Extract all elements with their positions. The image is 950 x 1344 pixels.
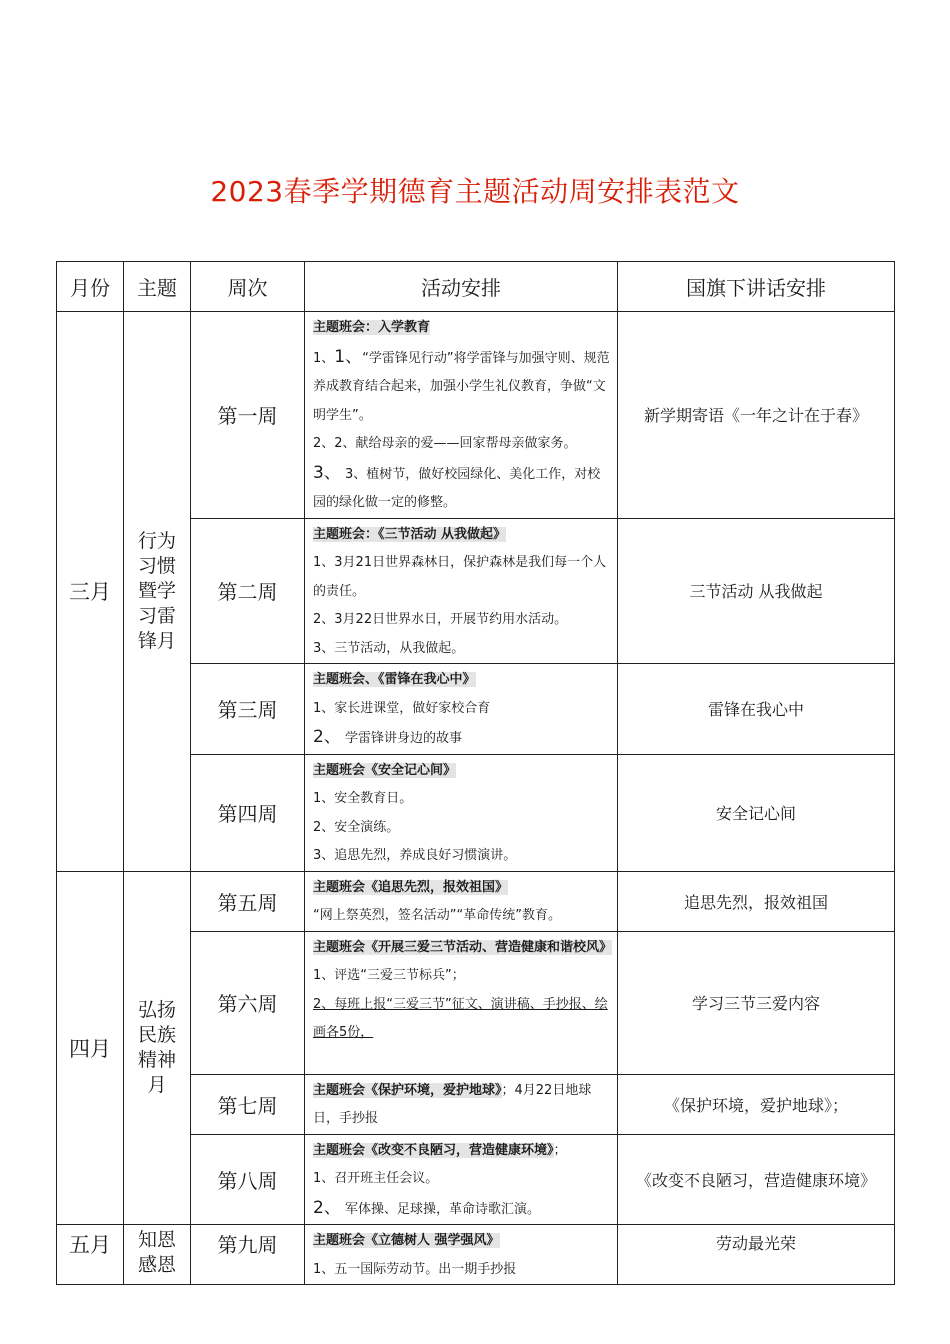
activity-heading: 主题班会《安全记心间》 <box>313 762 457 778</box>
week-cell: 第九周 <box>191 1225 305 1285</box>
activity-heading: 主题班会《保护环境，爱护地球》 <box>313 1082 502 1098</box>
activity-line: 2、 <box>313 727 341 747</box>
activity-line: 2、3月22日世界水日，开展节约用水活动。 <box>313 612 568 627</box>
activity-line: ； <box>553 1142 567 1158</box>
activity-line: 1、五一国际劳动节。出一期手抄报 <box>313 1261 517 1277</box>
week-cell: 第四周 <box>191 754 305 871</box>
page-title: 2023春季学期德育主题活动周安排表范文 <box>210 175 740 208</box>
activity-line: “学雷锋见行动”将学雷锋与加强守则、规范养成教育结合起来，加强小学生礼仪教育，争做“文明学生”。 <box>313 350 610 423</box>
week-cell: 第三周 <box>191 664 305 755</box>
header-week: 周次 <box>191 262 305 312</box>
header-speech: 国旗下讲话安排 <box>618 262 895 312</box>
activity-heading: 主题班会《追思先烈，报效祖国》 <box>313 879 509 895</box>
activity-cell <box>305 1074 618 1134</box>
speech-cell: 《保护环境，爱护地球》； <box>618 1074 895 1134</box>
activity-line: 3、植树节，做好校园绿化、美化工作，对校园的绿化做一定的修整。 <box>313 466 601 510</box>
month-cell: 五月 <box>57 1225 124 1285</box>
header-theme: 主题 <box>124 262 191 312</box>
activity-cell <box>305 312 618 519</box>
activity-line: 1、 <box>313 350 335 366</box>
activity-line: 学雷锋讲身边的故事 <box>340 731 462 746</box>
table-row <box>57 871 895 931</box>
activity-line: 2、每班上报“三爱三节”征文、演讲稿、手抄报、绘画各5份， <box>313 996 608 1040</box>
schedule-table <box>56 261 895 1285</box>
activity-line: 3、三节活动，从我做起。 <box>313 640 465 656</box>
activity-cell <box>305 664 618 755</box>
activity-line: 3、追思先烈，养成良好习惯演讲。 <box>313 848 517 863</box>
activity-line: 2、 <box>313 1197 341 1218</box>
activity-heading: 主题班会、《雷锋在我心中》 <box>313 672 476 687</box>
activity-line: 1、评选“三爱三节标兵”； <box>313 968 465 983</box>
header-activity: 活动安排 <box>305 262 618 312</box>
activity-line: 1、召开班主任会议。 <box>313 1171 439 1186</box>
speech-cell: 学习三节三爱内容 <box>618 931 895 1074</box>
week-cell: 第一周 <box>191 312 305 519</box>
activity-line: 2、2、献给母亲的爱——回家帮母亲做家务。 <box>313 436 577 451</box>
month-cell: 三月 <box>57 312 124 872</box>
activity-cell <box>305 754 618 871</box>
week-cell: 第五周 <box>191 871 305 931</box>
week-cell: 第八周 <box>191 1134 305 1225</box>
speech-cell: 安全记心间 <box>618 754 895 871</box>
table-row <box>57 1225 895 1285</box>
activity-line: 1、安全教育日。 <box>313 791 413 806</box>
activity-cell <box>305 871 618 931</box>
activity-heading: 主题班会《改变不良陋习，营造健康环境》 <box>313 1142 554 1158</box>
theme-cell: 知恩感恩 <box>124 1225 191 1285</box>
header-month: 月份 <box>57 262 124 312</box>
theme-cell: 行为习惯暨学习雷锋月 <box>124 312 191 872</box>
activity-line: “网上祭英烈，签名活动”“革命传统”教育。 <box>313 908 561 923</box>
speech-cell: 三节活动 从我做起 <box>618 518 895 664</box>
activity-cell <box>305 1225 618 1285</box>
activity-heading: 主题班会：入学教育 <box>313 320 431 335</box>
activity-cell <box>305 518 618 664</box>
week-cell: 第六周 <box>191 931 305 1074</box>
activity-heading: 主题班会：《三节活动 从我做起》 <box>313 526 507 542</box>
week-cell: 第七周 <box>191 1074 305 1134</box>
activity-cell <box>305 931 618 1074</box>
speech-cell: 新学期寄语《一年之计在于春》 <box>618 312 895 519</box>
activity-line: 1、 <box>334 346 363 367</box>
speech-cell: 劳动最光荣 <box>618 1225 895 1285</box>
activity-heading: 主题班会《开展三爱三节活动、营造健康和谐校风》 <box>313 939 613 955</box>
activity-heading: 主题班会《立德树人 强学强风》 <box>313 1233 500 1248</box>
week-cell: 第二周 <box>191 518 305 664</box>
theme-cell: 弘扬民族精神月 <box>124 871 191 1225</box>
activity-line: ；4月22日地球日，手抄报 <box>313 1082 592 1126</box>
speech-cell: 追思先烈，报效祖国 <box>618 871 895 931</box>
speech-cell: 雷锋在我心中 <box>618 664 895 755</box>
month-cell: 四月 <box>57 871 124 1225</box>
activity-line: 1、家长进课堂，做好家校合育 <box>313 700 491 716</box>
table-row <box>57 312 895 519</box>
header-row <box>57 262 895 312</box>
activity-line: 军体操、足球操，革命诗歌汇演。 <box>340 1201 540 1217</box>
activity-cell <box>305 1134 618 1225</box>
activity-line: 3、 <box>313 462 341 483</box>
speech-cell: 《改变不良陋习，营造健康环境》 <box>618 1134 895 1225</box>
activity-line: 2、安全演练。 <box>313 819 400 835</box>
activity-line: 1、3月21日世界森林日，保护森林是我们每一个人的责任。 <box>313 555 607 599</box>
